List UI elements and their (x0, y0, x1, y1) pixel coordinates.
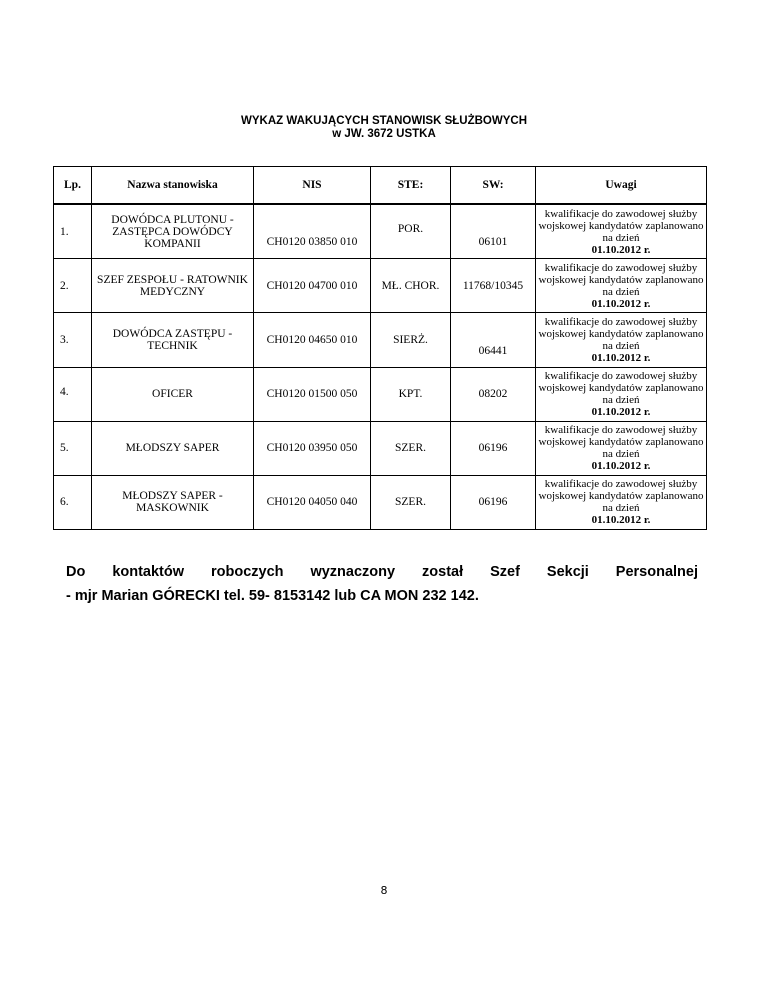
uwagi-text: kwalifikacje do zawodowej służby wojskowej kandydatów zaplanowano na dzień (538, 315, 704, 352)
cell-lp: 3. (54, 313, 92, 367)
table-row (54, 367, 707, 421)
header-uwagi: Uwagi (536, 167, 707, 205)
table-row (54, 313, 707, 367)
cell-ste: MŁ. CHOR. (371, 259, 451, 313)
cell-uwagi (536, 367, 707, 421)
cell-uwagi (536, 313, 707, 367)
cell-uwagi (536, 259, 707, 313)
cell-nis: CH0120 01500 050 (254, 367, 371, 421)
cell-nazwa: MŁODSZY SAPER (92, 421, 254, 475)
uwagi-text: kwalifikacje do zawodowej służby wojskowej kandydatów zaplanowano na dzień (538, 207, 704, 244)
uwagi-date: 01.10.2012 r. (591, 297, 651, 310)
cell-lp: 2. (54, 259, 92, 313)
cell-lp: 6. (54, 475, 92, 529)
cell-sw: 06441 (451, 313, 536, 367)
contact-word: roboczych (210, 564, 284, 580)
uwagi-date: 01.10.2012 r. (591, 514, 651, 527)
cell-nazwa: OFICER (92, 367, 254, 421)
uwagi-date: 01.10.2012 r. (591, 351, 651, 364)
cell-uwagi (536, 475, 707, 529)
cell-nazwa: MŁODSZY SAPER - MASKOWNIK (92, 475, 254, 529)
cell-sw: 06196 (451, 421, 536, 475)
header-nazwa: Nazwa stanowiska (92, 167, 254, 205)
contact-word: Szef (490, 564, 520, 580)
cell-nis: CH0120 04650 010 (254, 313, 371, 367)
contact-word: Personalnej (615, 564, 698, 580)
contact-line-1 (66, 563, 698, 581)
contact-line-2: - mjr Marian GÓRECKI tel. 59- 8153142 lub CA MON 232 142. (66, 588, 479, 604)
cell-lp: 4. (54, 367, 92, 421)
header-sw: SW: (451, 167, 536, 205)
table-row (54, 259, 707, 313)
document-title (0, 115, 768, 141)
contact-word: kontaktów (112, 564, 185, 580)
table-row (54, 475, 707, 529)
table-row (54, 204, 707, 259)
cell-ste: SZER. (371, 475, 451, 529)
page-number: 8 (380, 884, 388, 897)
uwagi-date: 01.10.2012 r. (591, 460, 651, 473)
cell-nis: CH0120 04700 010 (254, 259, 371, 313)
cell-uwagi (536, 204, 707, 259)
cell-nis: CH0120 04050 040 (254, 475, 371, 529)
cell-nazwa: SZEF ZESPOŁU - RATOWNIK MEDYCZNY (92, 259, 254, 313)
title-line-1: WYKAZ WAKUJĄCYCH STANOWISK SŁUŻBOWYCH (241, 115, 527, 127)
contact-word: Do (66, 564, 86, 580)
cell-nazwa: DOWÓDCA ZASTĘPU - TECHNIK (92, 313, 254, 367)
header-lp: Lp. (54, 167, 92, 205)
uwagi-text: kwalifikacje do zawodowej służby wojskowej kandydatów zaplanowano na dzień (538, 478, 704, 515)
cell-nis: CH0120 03950 050 (254, 421, 371, 475)
cell-sw: 06196 (451, 475, 536, 529)
cell-sw: 08202 (451, 367, 536, 421)
cell-lp: 5. (54, 421, 92, 475)
cell-uwagi (536, 421, 707, 475)
uwagi-date: 01.10.2012 r. (591, 243, 651, 256)
uwagi-text: kwalifikacje do zawodowej służby wojskowej kandydatów zaplanowano na dzień (538, 261, 704, 298)
uwagi-text: kwalifikacje do zawodowej służby wojskowej kandydatów zaplanowano na dzień (538, 370, 704, 407)
table-row (54, 421, 707, 475)
cell-nis: CH0120 03850 010 (254, 204, 371, 259)
table-header-row (54, 167, 707, 205)
cell-lp: 1. (54, 204, 92, 259)
contact-note (66, 563, 698, 605)
uwagi-date: 01.10.2012 r. (591, 406, 651, 419)
cell-ste: SZER. (371, 421, 451, 475)
cell-ste: POR. (371, 204, 451, 259)
uwagi-text: kwalifikacje do zawodowej służby wojskowej kandydatów zaplanowano na dzień (538, 424, 704, 461)
contact-word: wyznaczony (310, 564, 396, 580)
header-ste: STE: (371, 167, 451, 205)
cell-ste: SIERŻ. (371, 313, 451, 367)
cell-sw: 11768/10345 (451, 259, 536, 313)
header-nis: NIS (254, 167, 371, 205)
positions-table (53, 166, 707, 530)
contact-word: został (422, 564, 464, 580)
cell-nazwa: DOWÓDCA PLUTONU - ZASTĘPCA DOWÓDCY KOMPANII (92, 204, 254, 259)
contact-word: Sekcji (546, 564, 589, 580)
cell-sw: 06101 (451, 204, 536, 259)
title-line-2: w JW. 3672 USTKA (332, 128, 436, 140)
cell-ste: KPT. (371, 367, 451, 421)
